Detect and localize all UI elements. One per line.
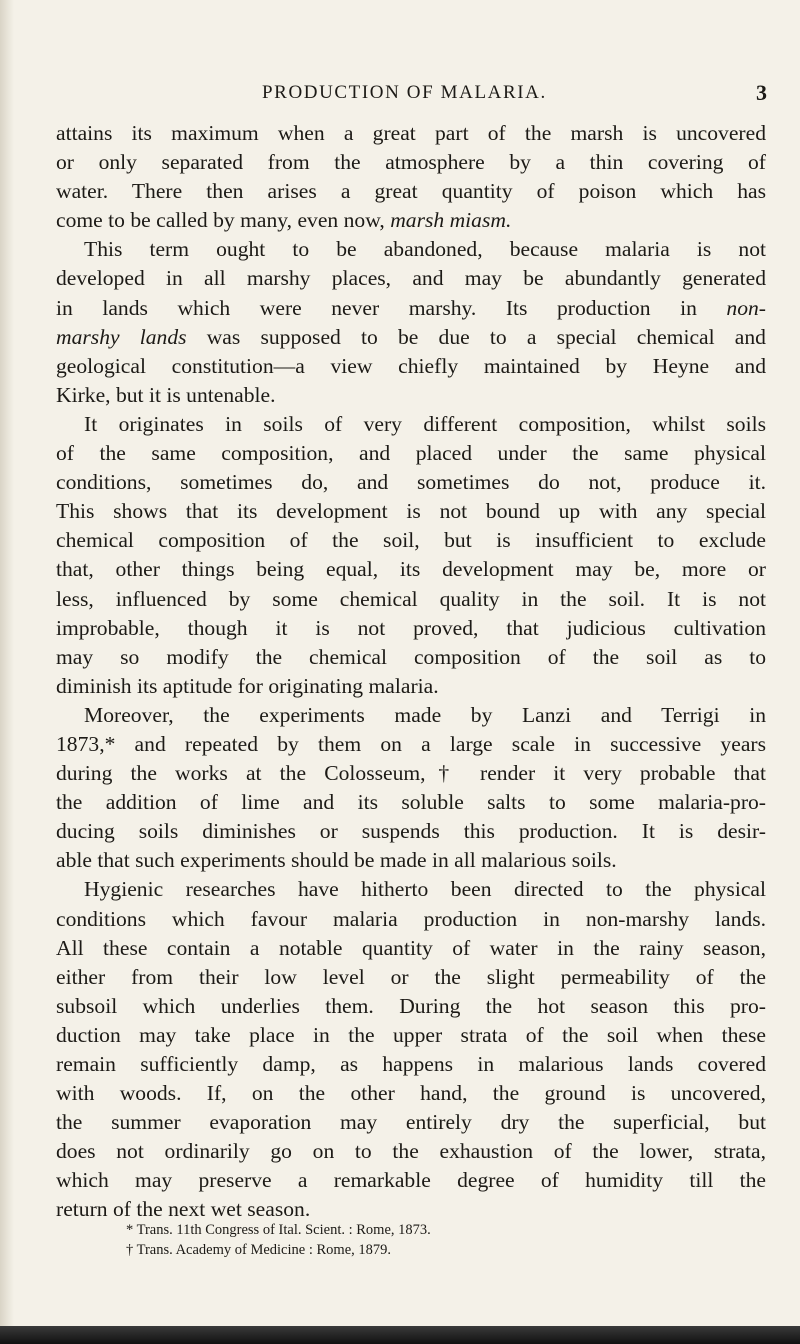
text-segment: Hygienic researches have hitherto been directed to the physical xyxy=(84,877,766,902)
text-line xyxy=(56,934,766,963)
text-line xyxy=(56,526,766,555)
text-segment: conditions which favour malaria production in non-marshy lands. xyxy=(56,906,766,931)
text-segment: attains its maximum when a great part of the marsh is uncovered xyxy=(56,121,766,145)
text-segment: may so modify the chemical composition of the soil as to xyxy=(56,644,766,669)
text-line xyxy=(56,875,766,904)
text-segment: developed in all marshy places, and may be abundantly generated xyxy=(56,266,766,291)
text-segment: able that such experiments should be made in all malarious soils. xyxy=(56,848,617,873)
page-gutter-shadow xyxy=(0,0,14,1344)
text-segment: This term ought to be abandoned, because malaria is not xyxy=(84,237,766,262)
text-line xyxy=(56,1021,766,1050)
text-segment: This shows that its development is not bound up with any special xyxy=(56,499,766,524)
italic-text-segment: marshy lands xyxy=(56,324,187,349)
text-line xyxy=(56,672,766,701)
text-line xyxy=(56,323,766,352)
text-segment: of the same composition, and placed under the same physical xyxy=(56,441,766,466)
text-segment: chemical composition of the soil, but is insufficient to exclude xyxy=(56,528,766,553)
text-line xyxy=(56,963,766,992)
text-segment: less, influenced by some chemical quality in the soil. It is not xyxy=(56,586,766,611)
paragraph xyxy=(56,875,766,1224)
paragraph xyxy=(56,410,766,701)
text-segment: It originates in soils of very different composition, whilst soils xyxy=(84,411,766,436)
text-line xyxy=(56,264,766,293)
text-line xyxy=(56,1108,766,1137)
text-segment: in lands which were never marshy. Its production in xyxy=(56,295,727,320)
text-segment: 1873,* and repeated by them on a large scale in successive years xyxy=(56,731,766,756)
text-segment: subsoil which underlies them. During the hot season this pro- xyxy=(56,993,766,1018)
text-line xyxy=(56,730,766,759)
text-line xyxy=(56,235,766,264)
text-segment: with woods. If, on the other hand, the ground is uncovered, xyxy=(56,1081,766,1106)
text-line xyxy=(56,119,766,148)
text-line xyxy=(56,788,766,817)
text-line xyxy=(56,381,766,410)
text-segment: All these contain a notable quantity of water in the rainy season, xyxy=(56,935,766,960)
text-segment: the summer evaporation may entirely dry the superficial, but xyxy=(56,1110,766,1135)
page-number: 3 xyxy=(756,80,767,105)
text-line xyxy=(56,177,766,206)
text-segment: either from their low level or the slight permeability of the xyxy=(56,964,766,989)
text-segment: water. There then arises a great quantity of poison which has xyxy=(56,179,766,204)
text-segment: was supposed to be due to a special chemical and xyxy=(186,324,766,349)
text-line xyxy=(56,468,766,497)
text-line xyxy=(56,701,766,730)
text-segment: the addition of lime and its soluble salts to some malaria-pro- xyxy=(56,790,766,815)
text-segment: improbable, though it is not proved, that judicious cultivation xyxy=(56,615,766,640)
footnotes xyxy=(126,1220,766,1260)
text-segment: Kirke, but it is untenable. xyxy=(56,382,276,407)
text-line xyxy=(56,992,766,1021)
text-segment: duction may take place in the upper strata of the soil when these xyxy=(56,1022,766,1047)
text-line xyxy=(56,846,766,875)
footnote-2: † Trans. Academy of Medicine : Rome, 1879. xyxy=(126,1242,392,1258)
text-line xyxy=(56,614,766,643)
text-line xyxy=(56,352,766,381)
text-line xyxy=(56,1079,766,1108)
text-line xyxy=(56,206,766,235)
text-line xyxy=(56,1166,766,1195)
text-line xyxy=(56,410,766,439)
paragraph xyxy=(56,235,766,410)
text-line xyxy=(56,905,766,934)
text-segment: during the works at the Colosseum,† render it very probable that xyxy=(56,761,766,786)
text-line xyxy=(56,294,766,323)
text-segment: remain sufficiently damp, as happens in malarious lands covered xyxy=(56,1052,766,1076)
text-line xyxy=(56,1137,766,1166)
text-line xyxy=(56,759,766,788)
text-segment: geological constitution—a view chiefly maintained by Heyne and xyxy=(56,353,766,378)
text-line xyxy=(56,497,766,526)
text-segment: which may preserve a remarkable degree of humidity till the xyxy=(56,1168,766,1193)
italic-text-segment: non- xyxy=(726,295,766,320)
text-segment: that, other things being equal, its development may be, more or xyxy=(56,557,766,582)
scan-edge-band xyxy=(0,1326,800,1344)
text-line xyxy=(56,643,766,672)
text-line xyxy=(56,148,766,177)
text-line xyxy=(56,1050,766,1079)
text-line xyxy=(56,555,766,584)
page-header xyxy=(0,80,800,110)
text-segment: does not ordinarily go on to the exhaustion of the lower, strata, xyxy=(56,1139,766,1164)
text-segment: diminish its aptitude for originating malaria. xyxy=(56,673,439,698)
text-line xyxy=(56,817,766,846)
body-text xyxy=(56,119,766,1225)
text-segment: conditions, sometimes do, and sometimes do not, produce it. xyxy=(56,470,766,495)
paragraph xyxy=(56,701,766,876)
footnote-1: * Trans. 11th Congress of Ital. Scient. : Rome, 1873. xyxy=(126,1222,431,1238)
running-head: PRODUCTION OF MALARIA. xyxy=(262,82,547,103)
paragraph xyxy=(56,119,766,235)
text-segment: or only separated from the atmosphere by a thin covering of xyxy=(56,150,766,175)
text-segment: Moreover, the experiments made by Lanzi and Terrigi in xyxy=(84,702,766,727)
text-line xyxy=(56,439,766,468)
text-segment: ducing soils diminishes or suspends this production. It is desir- xyxy=(56,819,766,844)
text-segment: come to be called by many, even now, xyxy=(56,208,391,233)
text-segment: return of the next wet season. xyxy=(56,1197,311,1222)
italic-text-segment: marsh miasm. xyxy=(390,208,512,233)
text-line xyxy=(56,585,766,614)
